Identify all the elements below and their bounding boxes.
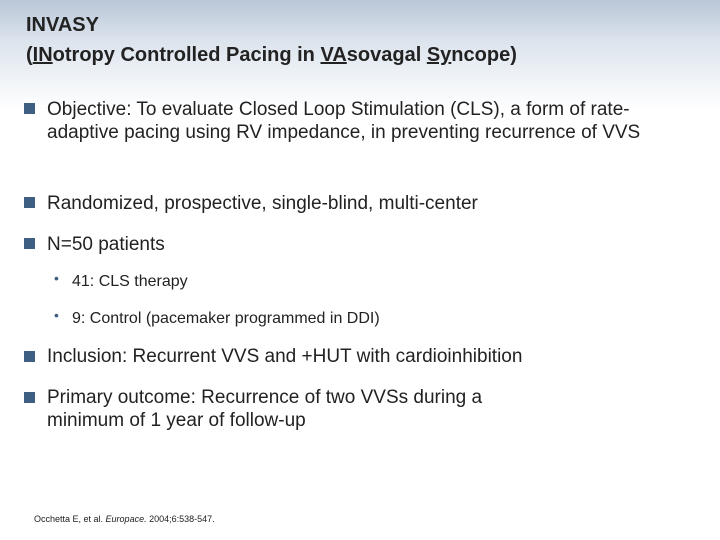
citation xyxy=(34,514,215,524)
square-bullet-icon xyxy=(24,392,35,403)
bullet-outcome: Primary outcome: Recurrence of two VVSs during a minimum of 1 year of follow-up xyxy=(47,387,483,431)
dot-bullet-icon: • xyxy=(54,307,59,323)
title-text-in: otropy Controlled Pacing in xyxy=(52,44,321,66)
title-line-2 xyxy=(26,40,517,70)
square-bullet-icon xyxy=(24,238,35,249)
square-bullet-icon xyxy=(24,103,35,114)
bullet-patients: N=50 patients xyxy=(47,234,165,255)
bullet-objective: Objective: To evaluate Closed Loop Stimulation (CLS), a form of rate-adaptive pacing using RV impedance, in preventing recurrence of VVS xyxy=(47,99,641,143)
title-acronym-sy: Sy xyxy=(426,44,452,66)
bullet-inclusion: Inclusion: Recurrent VVS and +HUT with cardioinhibition xyxy=(47,346,523,367)
title-acronym-in: IN xyxy=(32,44,53,66)
square-bullet-icon xyxy=(24,351,35,362)
bullet-design: Randomized, prospective, single-blind, multi-center xyxy=(47,193,478,214)
citation-authors: Occhetta E, et al. xyxy=(34,514,106,524)
title-paren: ( xyxy=(26,44,33,66)
slide-title xyxy=(26,10,517,70)
title-text-va: sovagal xyxy=(346,44,427,66)
title-text-sy: ncope) xyxy=(451,44,517,66)
title-acronym-va: VA xyxy=(320,44,347,66)
dot-bullet-icon: • xyxy=(54,270,59,286)
title-line-1: INVASY xyxy=(26,14,99,36)
square-bullet-icon xyxy=(24,197,35,208)
citation-journal: Europace. xyxy=(105,514,147,524)
citation-details: 2004;6:538-547. xyxy=(146,514,215,524)
subbullet-cls: 41: CLS therapy xyxy=(72,273,188,290)
subbullet-control: 9: Control (pacemaker programmed in DDI) xyxy=(72,310,380,327)
